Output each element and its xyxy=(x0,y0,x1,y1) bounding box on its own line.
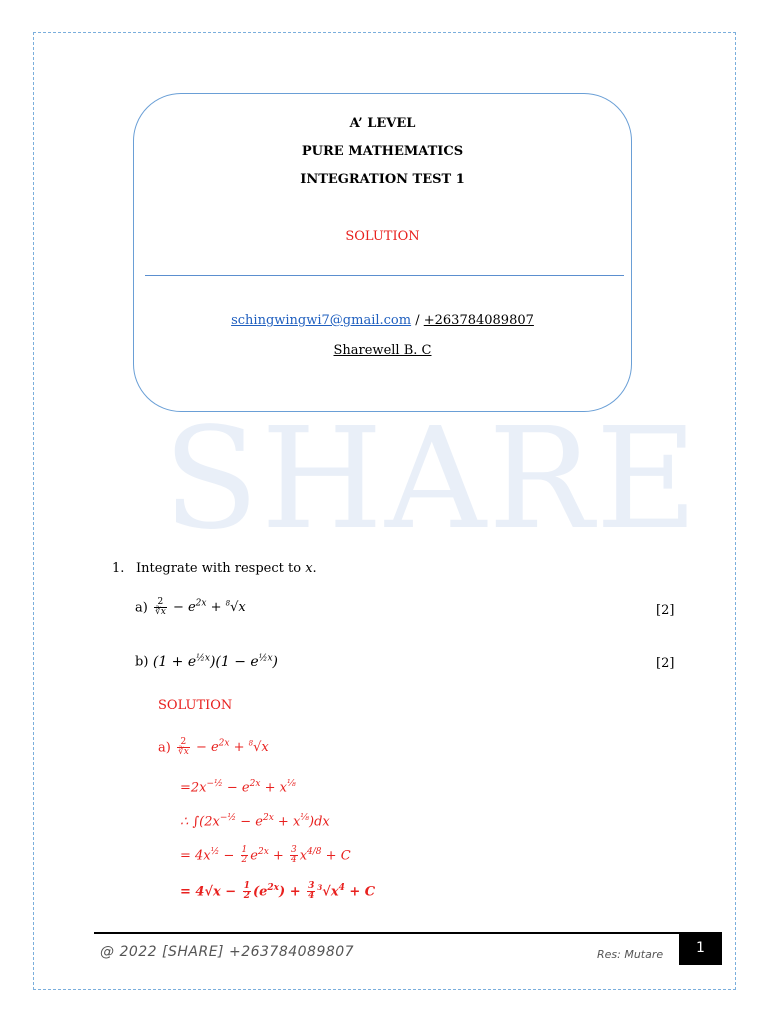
test-heading: INTEGRATION TEST 1 xyxy=(300,172,465,187)
footer-location: Res: Mutare xyxy=(597,948,664,961)
email-link[interactable]: schingwingwi7@gmail.com xyxy=(231,313,412,328)
part-b: b) $(1 + e^{\frac{1}{2}x})(1 - e^{\frac{1}{2}x})$ xyxy=(135,653,278,670)
title-divider xyxy=(145,275,624,276)
solution-a-expression: a) $\frac{2}{∛x}$ − $e^{2x} + ^8√x$ xyxy=(158,737,269,758)
solution-step-2: ∴ $\int(2x^{-\frac{1}{2}} - e^{2x} + x^{\frac{1}{8}})dx$ xyxy=(180,813,330,830)
part-b-label: b) xyxy=(135,654,149,670)
footer-rule xyxy=(94,932,722,934)
question-end: . xyxy=(312,561,317,576)
contact-line xyxy=(134,313,631,328)
part-b-marks: [2] xyxy=(656,656,675,671)
part-a-marks: [2] xyxy=(656,603,675,618)
page-number: 1 xyxy=(679,932,722,965)
question-1 xyxy=(112,561,317,576)
solution-label: SOLUTION xyxy=(345,229,420,244)
question-number: 1. xyxy=(112,561,125,576)
phone-link[interactable]: +263784089807 xyxy=(423,313,534,328)
watermark: SHARE xyxy=(163,398,700,561)
author-name: Sharewell B. C xyxy=(333,343,432,358)
solution-step-3: = $4x^{\frac{1}{2}}$ − $\frac{1}{2}$ $e^{2x}$ + $\frac{3}{4}$ $x^{4/8} + C$ xyxy=(180,845,351,866)
level-heading: A’ LEVEL xyxy=(349,116,416,131)
question-text: Integrate with respect to xyxy=(136,561,306,576)
footer-copyright: @ 2022 [SHARE] +263784089807 xyxy=(100,944,355,960)
part-a: a) $\frac{2}{∛x}$ − $e^{2x} + ^8√x$ xyxy=(135,597,246,618)
solution-a-label: a) xyxy=(158,740,171,756)
part-a-label: a) xyxy=(135,600,148,616)
solution-heading: SOLUTION xyxy=(158,698,233,713)
contact-separator: / xyxy=(411,313,424,328)
question-variable: x xyxy=(305,561,313,576)
title-box xyxy=(133,93,632,412)
subject-heading: PURE MATHEMATICS xyxy=(301,144,464,159)
fraction: $\frac{2}{∛x}$ xyxy=(154,597,166,618)
solution-step-4: = 4√x − $\frac{1}{2}$ $(e^{2x})$ + $\frac{3}{4}$ $^3√x^4 + C$ xyxy=(180,881,376,902)
solution-step-1: $=2x^{-\frac{1}{2}} - e^{2x} + x^{\frac{1}{8}}$ xyxy=(180,779,296,796)
fraction: $\frac{2}{∛x}$ xyxy=(177,737,189,758)
